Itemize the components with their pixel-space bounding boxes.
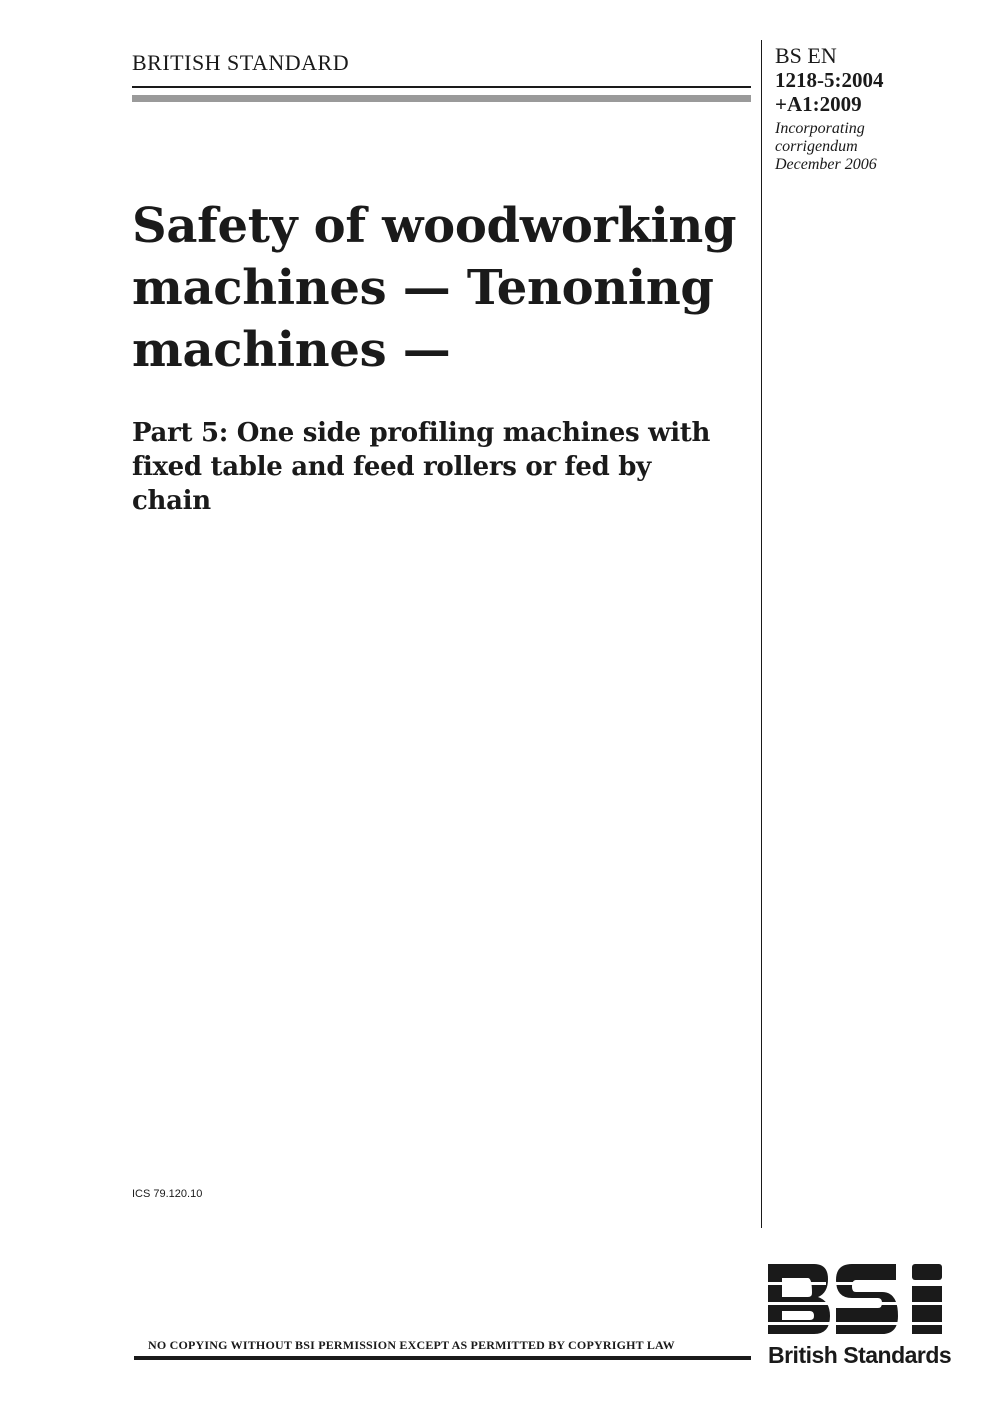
subtitle-line: Part 5: One side profiling machines with <box>132 418 711 448</box>
document-series-label: BRITISH STANDARD <box>132 50 350 75</box>
note-line: corrigendum <box>775 138 858 155</box>
note-line: Incorporating <box>775 120 865 137</box>
document-title <box>132 195 752 381</box>
column-divider <box>761 40 762 1228</box>
note-line: December 2006 <box>775 156 877 173</box>
incorporation-note <box>775 120 965 174</box>
footer-rule <box>134 1356 751 1360</box>
header-rule-thick <box>132 95 751 102</box>
standard-code-line: +A1:2009 <box>775 92 862 116</box>
standard-code-block <box>775 44 965 174</box>
ics-code: ICS 79.120.10 <box>132 1188 203 1200</box>
title-line: machines — <box>132 322 451 378</box>
subtitle-line: fixed table and feed rollers or fed by <box>132 452 651 482</box>
copyright-notice: NO COPYING WITHOUT BSI PERMISSION EXCEPT AS PERMITTED BY COPYRIGHT LAW <box>148 1338 675 1352</box>
bsi-logo-subtitle: British Standards <box>768 1342 952 1368</box>
standard-code-line: 1218-5:2004 <box>775 68 884 92</box>
document-subtitle <box>132 416 752 518</box>
title-line: Safety of woodworking <box>132 198 737 254</box>
title-line: machines — Tenoning <box>132 260 714 316</box>
header-rule-thin <box>132 86 751 88</box>
standard-code-line: BS EN <box>775 43 837 68</box>
subtitle-line: chain <box>132 486 211 516</box>
